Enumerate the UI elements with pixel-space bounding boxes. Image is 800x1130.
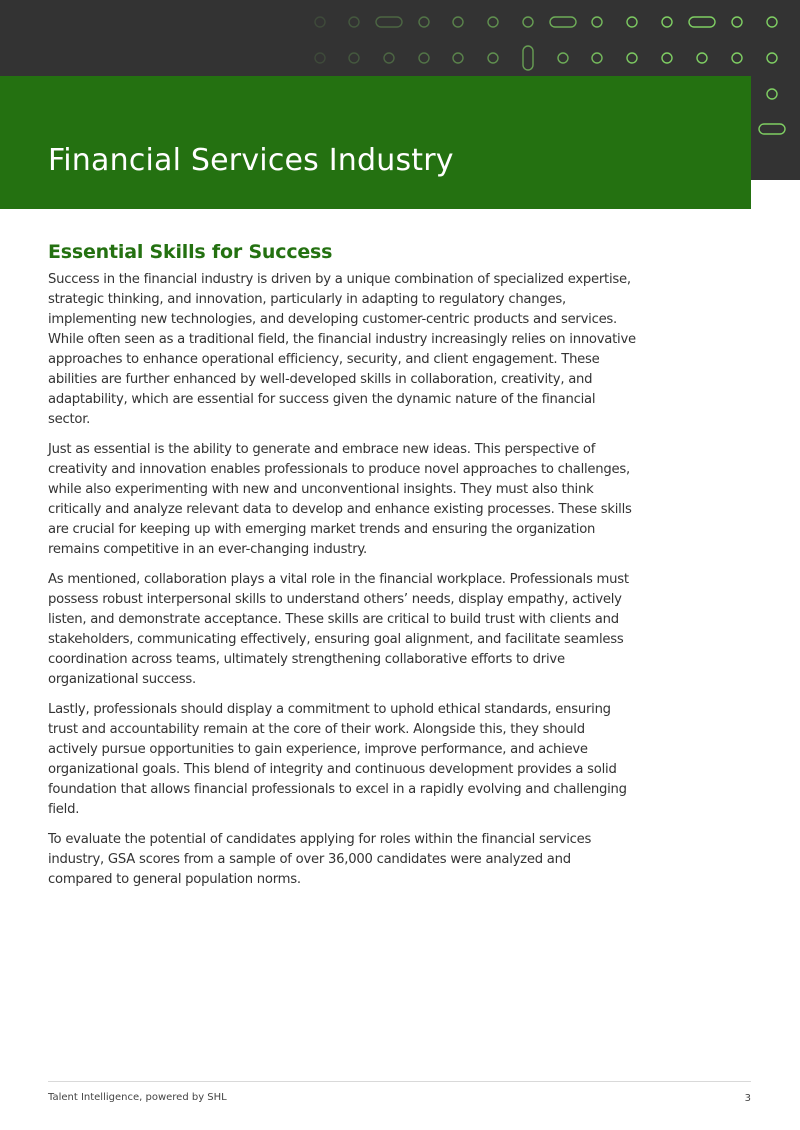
pattern-dot xyxy=(315,53,325,63)
pattern-dot xyxy=(662,53,672,63)
page-number: 3 xyxy=(744,1093,751,1104)
page-title: Financial Services Industry xyxy=(48,143,454,178)
pattern-dot xyxy=(732,17,742,27)
pattern-pill xyxy=(376,17,402,27)
pattern-dot xyxy=(627,53,637,63)
main-content xyxy=(48,238,638,900)
pattern-pill xyxy=(523,46,533,70)
pattern-dot xyxy=(592,17,602,27)
pattern-dot xyxy=(627,17,637,27)
body-paragraph-3: As mentioned, collaboration plays a vital role in the financial workplace. Professionals must possess robust interpersonal skills to understand others’ needs, display empathy, actively listen, and demonstrate acceptance. These skills are critical to build trust with clients and stakeholders, communicating effectively, ensuring goal alignment, and facilitate seamless coordination across teams, ultimately strengthening collaborative efforts to drive organizational success. xyxy=(48,572,629,687)
pattern-dot xyxy=(523,17,533,27)
pattern-pill xyxy=(759,124,785,134)
body-paragraph-5: To evaluate the potential of candidates applying for roles within the financial services industry, GSA scores from a sample of over 36,000 candidates were analyzed and compared to general population norms. xyxy=(48,832,592,887)
pattern-dot xyxy=(592,53,602,63)
pattern-dot xyxy=(419,53,429,63)
pattern-dot xyxy=(767,89,777,99)
pattern-dot xyxy=(453,53,463,63)
pattern-pill xyxy=(550,17,576,27)
pattern-dot xyxy=(315,17,325,27)
pattern-dot xyxy=(419,17,429,27)
footer-brand-text: Talent Intelligence, powered by SHL xyxy=(48,1092,227,1103)
pattern-dot xyxy=(349,17,359,27)
body-paragraph-1: Success in the financial industry is driven by a unique combination of specialized expertise, strategic thinking, and innovation, particularly in adapting to regulatory changes, implementing new technologies, and developing customer-centric products and services. While often seen as a traditional field, the financial industry increasingly relies on innovative approaches to enhance operational efficiency, security, and client engagement. These abilities are further enhanced by well-developed skills in collaboration, creativity, and adaptability, which are essential for success given the dynamic nature of the financial sector. xyxy=(48,272,636,427)
pattern-dot xyxy=(558,53,568,63)
pattern-dot xyxy=(453,17,463,27)
section-heading: Essential Skills for Success xyxy=(48,241,333,263)
body-paragraph-2: Just as essential is the ability to generate and embrace new ideas. This perspective of creativity and innovation enables professionals to produce novel approaches to challenges, while also experimenting with new and unconventional insights. They must also think critically and analyze relevant data to develop and enhance existing processes. These skills are crucial for keeping up with emerging market trends and ensuring the organization remains competitive in an ever-changing industry. xyxy=(48,442,632,557)
pattern-dot xyxy=(488,53,498,63)
pattern-dot xyxy=(732,53,742,63)
pattern-dot xyxy=(488,17,498,27)
body-paragraph-4: Lastly, professionals should display a commitment to uphold ethical standards, ensuring trust and accountability remain at the core of their work. Alongside this, they should actively pursue opportunities to gain experience, improve performance, and achieve organizational goals. This blend of integrity and continuous development provides a solid foundation that allows financial professionals to excel in a rapidly evolving and challenging field. xyxy=(48,702,627,817)
pattern-pill xyxy=(689,17,715,27)
pattern-dot xyxy=(767,53,777,63)
pattern-dot xyxy=(767,17,777,27)
pattern-dot xyxy=(662,17,672,27)
pattern-dot xyxy=(384,53,394,63)
pattern-dot xyxy=(697,53,707,63)
footer-divider xyxy=(48,1081,751,1082)
pattern-dot xyxy=(349,53,359,63)
